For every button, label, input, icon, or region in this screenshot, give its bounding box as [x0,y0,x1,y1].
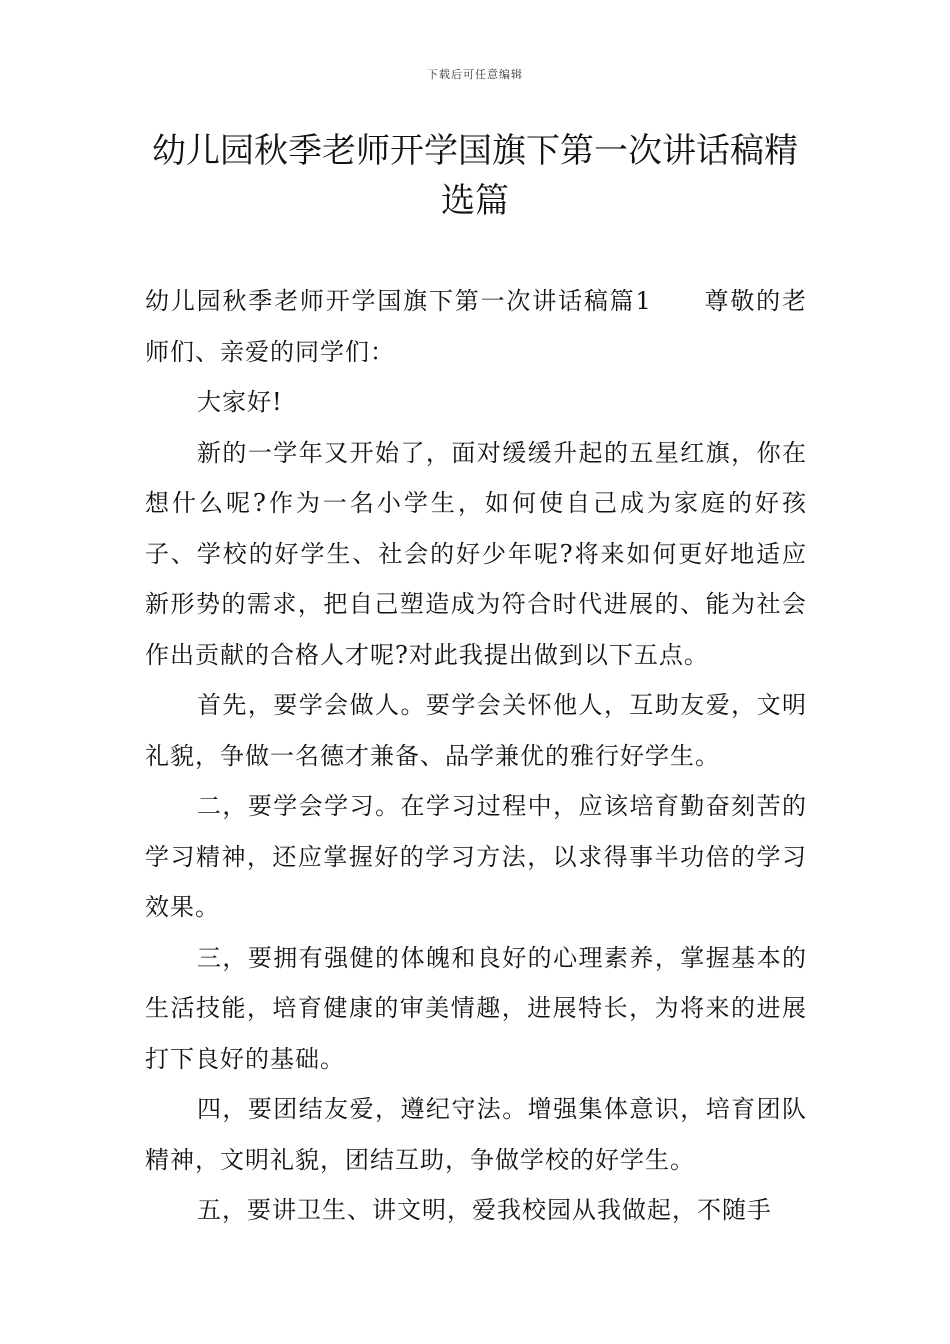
section-heading-paragraph [145,276,807,377]
paragraph-point-5: 五，要讲卫生、讲文明，爱我校园从我做起，不随手 [197,1196,772,1224]
section-heading: 幼儿园秋季老师开学国旗下第一次讲话稿篇1 [145,287,652,315]
paragraph-greeting: 大家好! [197,388,283,416]
paragraph-intro: 新的一学年又开始了，面对缓缓升起的五星红旗，你在想什么呢?作为一名小学生，如何使自己成为家庭的好孩子、学校的好学生、社会的好少年呢?将来如何更好地适应新形势的需求，把自己塑造成为符合时代进展的、能为社会作出贡献的合格人才呢?对此我提出做到以下五点。 [145,438,807,669]
paragraph-point-1: 首先，要学会做人。要学会关怀他人，互助友爱，文明礼貌，争做一名德才兼备、品学兼优的雅行好学生。 [145,691,807,770]
paragraph-point-3: 三，要拥有强健的体魄和良好的心理素养，掌握基本的生活技能，培育健康的审美情趣，进展特长，为将来的进展打下良好的基础。 [145,943,807,1073]
document-body [145,276,807,1236]
document-title: 幼儿园秋季老师开学国旗下第一次讲话稿精选篇 [152,131,798,221]
paragraph-point-2: 二，要学会学习。在学习过程中，应该培育勤奋刻苦的学习精神，还应掌握好的学习方法，以求得事半功倍的学习效果。 [145,792,807,921]
header-note: 下载后可任意编辑 [427,68,523,81]
salutation: 尊敬的老师们、亲爱的同学们： [145,287,807,366]
paragraph-point-4: 四，要团结友爱，遵纪守法。增强集体意识，培育团队精神，文明礼貌，团结互助，争做学校的好学生。 [145,1095,807,1174]
